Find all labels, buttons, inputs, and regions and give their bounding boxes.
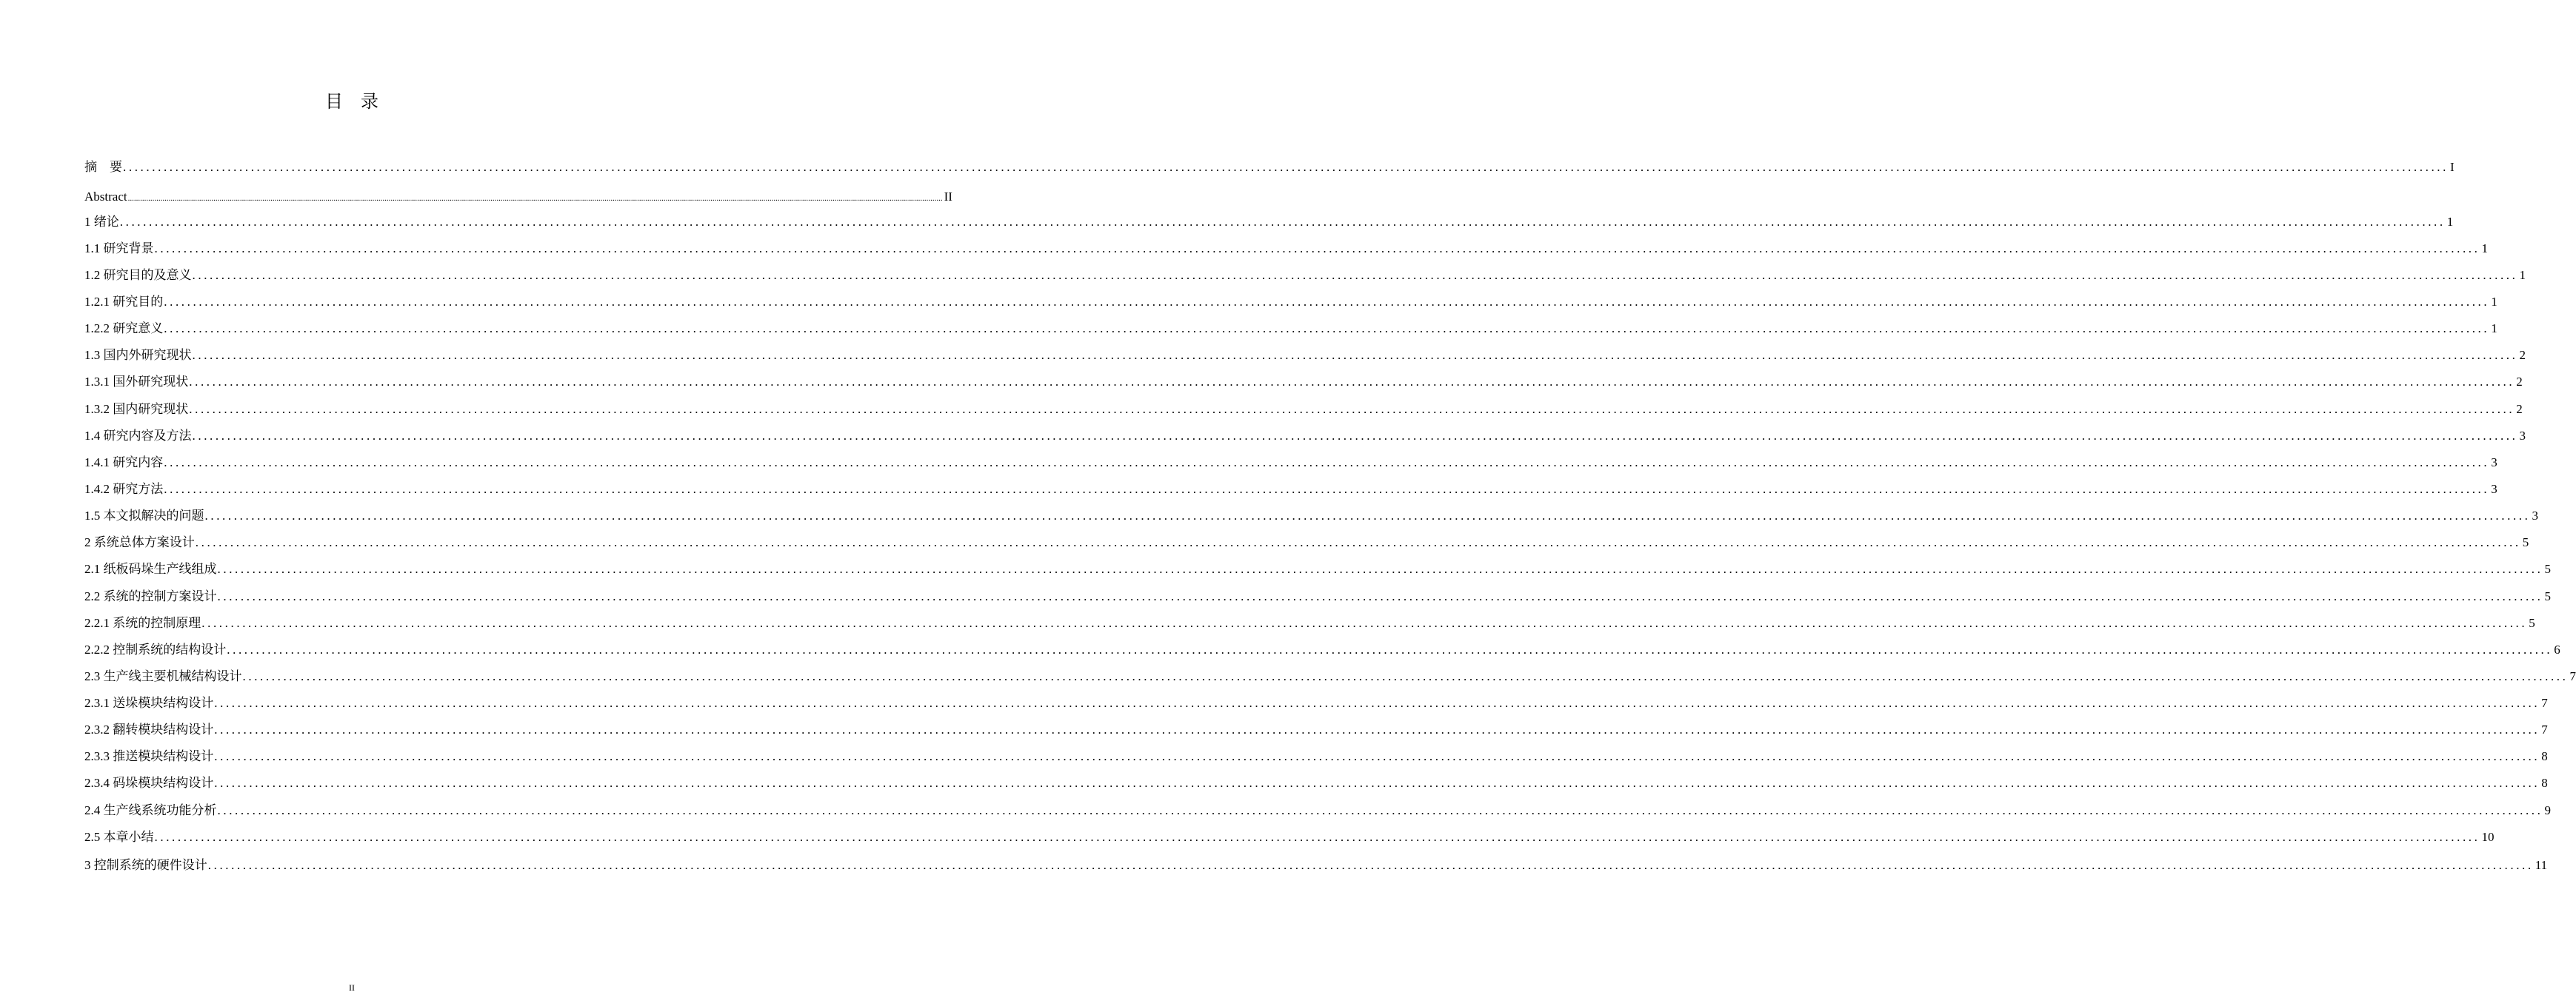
toc-entry-label: 1.4.2 研究方法 — [84, 482, 164, 496]
toc-entry[interactable] — [84, 828, 2495, 846]
toc-entry[interactable] — [84, 641, 2560, 659]
toc-entry[interactable] — [84, 373, 2523, 391]
toc-entry-label: 1.2.2 研究意义 — [84, 321, 164, 335]
toc-leader-dots: ................................................................................................................................................................................................................................................................................................................................................................................................................ — [154, 830, 2480, 844]
toc-entry-label: 1.2.1 研究目的 — [84, 295, 164, 309]
toc-entry-page: 5 — [2522, 535, 2529, 549]
toc-leader-dots: ................................................................................................................................................................................................................................................................................................................................................................................................................ — [192, 348, 2518, 362]
toc-leader-dots: ................................................................................................................................................................................................................................................................................................................................................................................................................ — [217, 562, 2543, 576]
toc-entry-page: 1 — [2446, 215, 2454, 229]
toc-entry[interactable] — [84, 240, 2488, 258]
toc-entry-page: 2 — [2519, 348, 2526, 362]
toc-entry-label: 2.3.3 推送模块结构设计 — [84, 749, 214, 763]
toc-entry-label: 2.4 生产线系统功能分析 — [84, 803, 217, 817]
toc-entry-page: 8 — [2541, 776, 2548, 790]
toc-entry-abstract-en[interactable] — [84, 188, 952, 207]
toc-entry[interactable] — [84, 213, 2454, 231]
toc-entry-page: 7 — [2541, 696, 2548, 710]
toc-leader-dots: ................................................................................................................................................................................................................................................................................................................................................................................................................ — [189, 402, 2515, 416]
toc-leader-dots: ................................................................................................................................................................................................................................................................................................................................................................................................................ — [123, 160, 2449, 174]
toc-leader-dots: ................................................................................................................................................................................................................................................................................................................................................................................................................ — [164, 455, 2490, 469]
toc-entry-label: 2.5 本章小结 — [84, 830, 154, 844]
toc-entry-label: 3 控制系统的硬件设计 — [84, 858, 207, 872]
toc-entry[interactable] — [84, 857, 2548, 874]
toc-entry[interactable] — [84, 802, 2551, 820]
toc-entry-page: 1 — [2519, 268, 2526, 282]
toc-entry[interactable] — [84, 534, 2529, 552]
toc-entry-label: 2.2.1 系统的控制原理 — [84, 616, 201, 630]
toc-entry[interactable] — [84, 267, 2526, 284]
toc-entry-page: 1 — [2491, 295, 2497, 309]
toc-leader-dots: ................................................................................................................................................................................................................................................................................................................................................................................................................ — [164, 295, 2490, 309]
toc-entry-label: 1.3.1 国外研究现状 — [84, 375, 189, 389]
toc-entry-page: 2 — [2516, 375, 2523, 389]
toc-leader-dots: ................................................................................................................................................................................................................................................................................................................................................................................................................ — [217, 803, 2543, 817]
toc-entry[interactable] — [84, 614, 2535, 632]
toc-entry-label: 摘 要 — [84, 160, 122, 174]
toc-leader-dots: ................................................................................................................................................................................................................................................................................................................................................................................................................ — [127, 194, 943, 203]
toc-entry[interactable] — [84, 774, 2548, 792]
toc-entry-abstract-cn[interactable] — [84, 158, 2455, 176]
toc-entry-page: 6 — [2554, 643, 2560, 657]
toc-entry-label: 2.3 生产线主要机械结构设计 — [84, 669, 242, 683]
toc-leader-dots: ................................................................................................................................................................................................................................................................................................................................................................................................................ — [119, 215, 2446, 229]
toc-entry-label: 2.2 系统的控制方案设计 — [84, 589, 217, 603]
toc-entry-page: 8 — [2541, 749, 2548, 763]
toc-entry-label: 2.2.2 控制系统的结构设计 — [84, 643, 227, 657]
toc-entry-label: 1.2 研究目的及意义 — [84, 268, 192, 282]
table-of-contents — [84, 0, 2576, 995]
toc-entry-page: II — [944, 190, 952, 204]
toc-entry-label: 1.5 本文拟解决的问题 — [84, 509, 204, 523]
toc-entry-page: 9 — [2544, 803, 2551, 817]
toc-entry-page: 5 — [2544, 589, 2551, 603]
toc-entry-page: 7 — [2569, 669, 2576, 683]
toc-leader-dots: ................................................................................................................................................................................................................................................................................................................................................................................................................ — [214, 723, 2540, 737]
toc-entry[interactable] — [84, 454, 2497, 472]
toc-entry-page: 3 — [2491, 455, 2497, 469]
toc-entry[interactable] — [84, 694, 2548, 712]
toc-leader-dots: ................................................................................................................................................................................................................................................................................................................................................................................................................ — [204, 509, 2531, 523]
toc-entry[interactable] — [84, 668, 2576, 686]
toc-entry-label: 1.4.1 研究内容 — [84, 455, 164, 469]
toc-leader-dots: ................................................................................................................................................................................................................................................................................................................................................................................................................ — [154, 241, 2480, 255]
toc-leader-dots: ................................................................................................................................................................................................................................................................................................................................................................................................................ — [201, 616, 2528, 630]
toc-entry-label: 2.3.4 码垛模块结构设计 — [84, 776, 214, 790]
toc-leader-dots: ................................................................................................................................................................................................................................................................................................................................................................................................................ — [242, 669, 2569, 683]
toc-leader-dots: ................................................................................................................................................................................................................................................................................................................................................................................................................ — [207, 858, 2534, 872]
toc-entry-page: 11 — [2535, 858, 2548, 872]
toc-leader-dots: ................................................................................................................................................................................................................................................................................................................................................................................................................ — [192, 429, 2518, 443]
toc-entry[interactable] — [84, 346, 2526, 364]
toc-entry-label: 1.3 国内外研究现状 — [84, 348, 192, 362]
toc-entry-page: 1 — [2481, 241, 2488, 255]
toc-entry-label: 1.4 研究内容及方法 — [84, 429, 192, 443]
toc-entry[interactable] — [84, 293, 2497, 311]
toc-entry[interactable] — [84, 748, 2548, 765]
toc-leader-dots: ................................................................................................................................................................................................................................................................................................................................................................................................................ — [214, 696, 2540, 710]
toc-leader-dots: ................................................................................................................................................................................................................................................................................................................................................................................................................ — [192, 268, 2518, 282]
toc-leader-dots: ................................................................................................................................................................................................................................................................................................................................................................................................................ — [164, 482, 2490, 496]
toc-entry-page: 10 — [2481, 830, 2495, 844]
toc-entry[interactable] — [84, 588, 2551, 606]
toc-entry-page: 5 — [2544, 562, 2551, 576]
toc-entry-label: 1 绪论 — [84, 215, 119, 229]
toc-entry[interactable] — [84, 560, 2551, 578]
toc-entry-label: 1.1 研究背景 — [84, 241, 154, 255]
toc-entry-label: 2.3.1 送垛模块结构设计 — [84, 696, 214, 710]
toc-entry-page: 3 — [2519, 429, 2526, 443]
toc-leader-dots: ................................................................................................................................................................................................................................................................................................................................................................................................................ — [195, 535, 2521, 549]
page-title: 目 录 — [325, 93, 378, 112]
toc-entry[interactable] — [84, 507, 2538, 525]
toc-entry[interactable] — [84, 320, 2497, 338]
toc-entry-page: 3 — [2491, 482, 2497, 496]
toc-entry[interactable] — [84, 401, 2523, 418]
toc-leader-dots: ................................................................................................................................................................................................................................................................................................................................................................................................................ — [164, 321, 2490, 335]
toc-entry[interactable] — [84, 480, 2497, 498]
toc-leader-dots: ................................................................................................................................................................................................................................................................................................................................................................................................................ — [189, 375, 2515, 389]
toc-entry-page: 2 — [2516, 402, 2523, 416]
toc-entry-label: 1.3.2 国内研究现状 — [84, 402, 189, 416]
toc-leader-dots: ................................................................................................................................................................................................................................................................................................................................................................................................................ — [214, 749, 2540, 763]
toc-entry-page: 5 — [2529, 616, 2535, 630]
toc-entry-label: Abstract — [84, 190, 127, 204]
toc-entry[interactable] — [84, 427, 2526, 445]
toc-entry[interactable] — [84, 721, 2548, 739]
toc-leader-dots: ................................................................................................................................................................................................................................................................................................................................................................................................................ — [214, 776, 2540, 790]
toc-entry-label: 2.3.2 翻转模块结构设计 — [84, 723, 214, 737]
toc-leader-dots: ................................................................................................................................................................................................................................................................................................................................................................................................................ — [217, 589, 2543, 603]
toc-entry-page: 1 — [2491, 321, 2497, 335]
toc-leader-dots: ................................................................................................................................................................................................................................................................................................................................................................................................................ — [227, 643, 2553, 657]
toc-entry-label: 2.1 纸板码垛生产线组成 — [84, 562, 217, 576]
toc-entry-page: 3 — [2532, 509, 2538, 523]
page-number: II — [349, 982, 355, 993]
toc-entry-page: I — [2450, 160, 2455, 174]
toc-entry-label: 2 系统总体方案设计 — [84, 535, 195, 549]
toc-entry-page: 7 — [2541, 723, 2548, 737]
